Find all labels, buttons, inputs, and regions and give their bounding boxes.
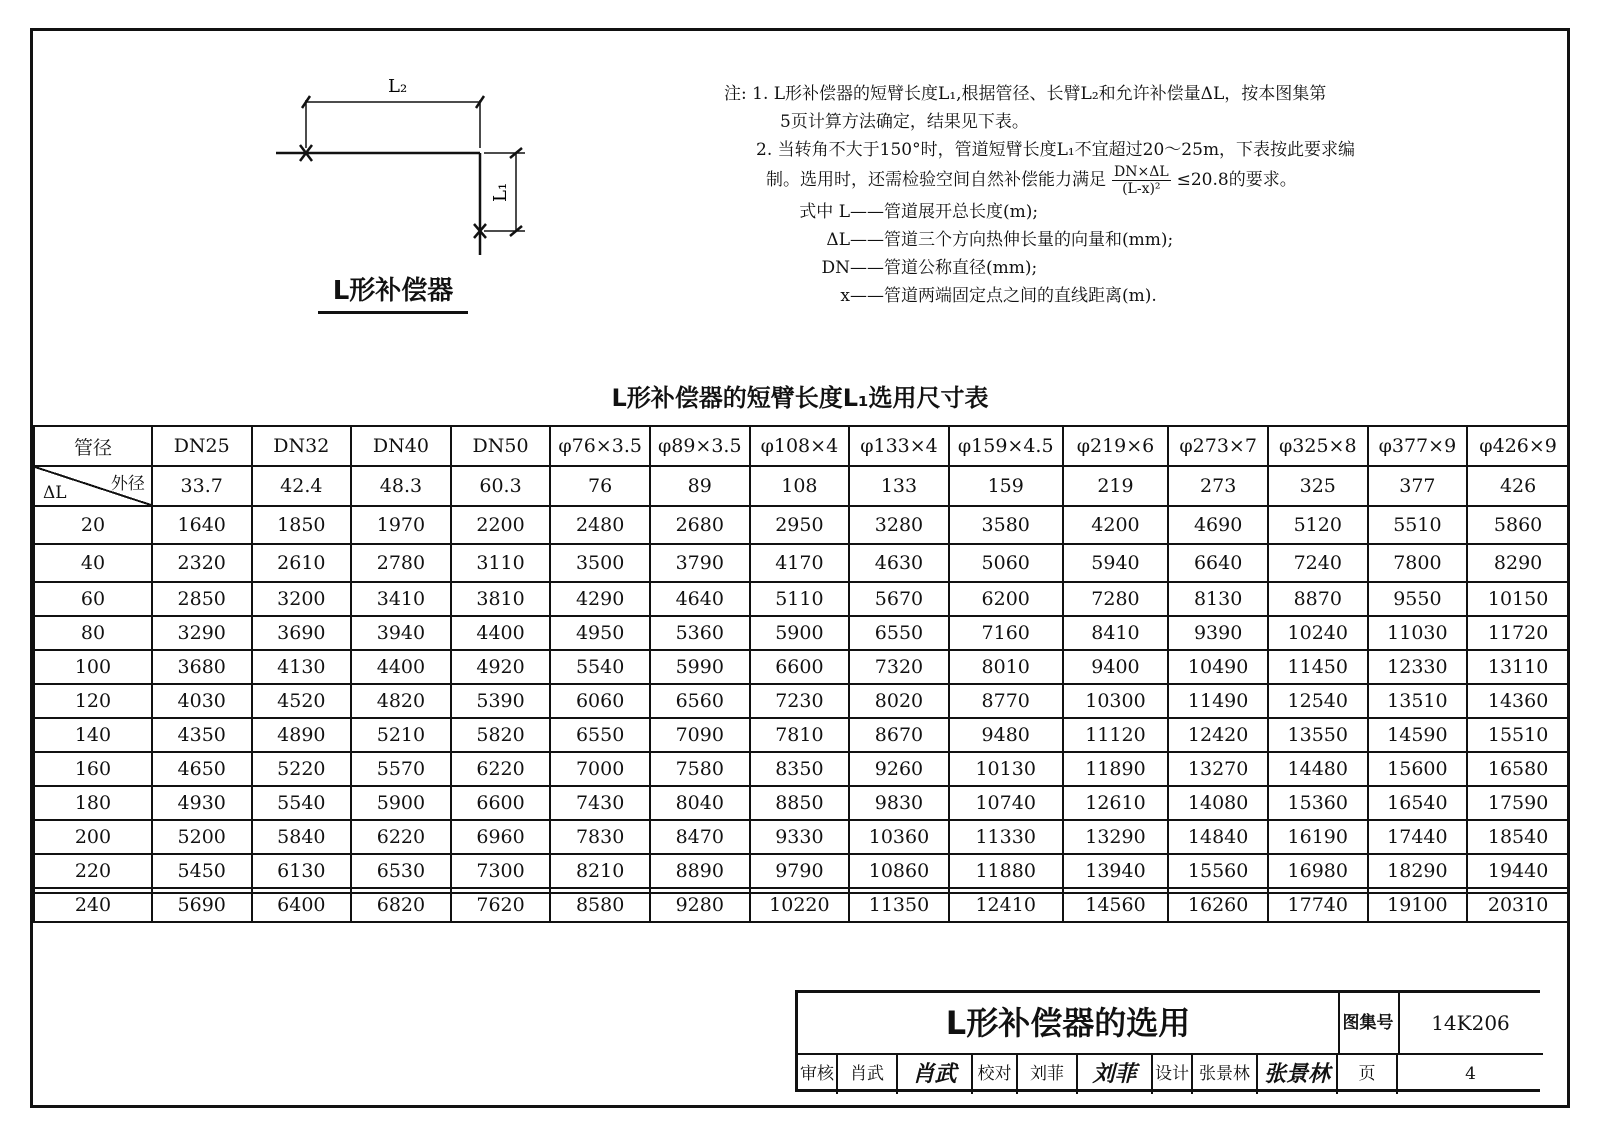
table-row — [34, 650, 1569, 684]
l1-value-cell: 5220 — [252, 752, 352, 786]
table-row — [34, 752, 1569, 786]
notes-prefix: 注: — [724, 84, 747, 104]
l1-value-cell: 4350 — [152, 718, 252, 752]
l1-value-cell: 5570 — [351, 752, 451, 786]
l1-value-cell: 8210 — [550, 854, 650, 888]
legend-symbol: ΔL — [826, 230, 850, 250]
header-outer-diameter: 426 — [1467, 466, 1569, 506]
l1-value-cell: 8410 — [1063, 616, 1169, 650]
l1-value-cell: 4400 — [451, 616, 551, 650]
delta-l-value: 160 — [34, 752, 152, 786]
l1-value-cell: 4130 — [252, 650, 352, 684]
l1-value-cell: 13550 — [1268, 718, 1368, 752]
l1-value-cell: 16580 — [1467, 752, 1569, 786]
l1-value-cell: 8890 — [650, 854, 750, 888]
l1-value-cell: 9550 — [1368, 582, 1468, 616]
reviewer-name: 肖武 — [838, 1055, 898, 1094]
l1-value-cell: 12330 — [1368, 650, 1468, 684]
l1-value-cell: 8580 — [550, 888, 650, 922]
l1-value-cell: 11490 — [1168, 684, 1268, 718]
l1-value-cell: 6550 — [550, 718, 650, 752]
formula-fraction — [1112, 164, 1171, 197]
header-outer-diameter: 76 — [550, 466, 650, 506]
legend-symbol: x — [840, 286, 850, 306]
l1-value-cell: 19440 — [1467, 854, 1569, 888]
l1-value-cell: 7300 — [451, 854, 551, 888]
l1-value-cell: 12410 — [949, 888, 1063, 922]
table-row — [34, 718, 1569, 752]
l1-value-cell: 5200 — [152, 820, 252, 854]
l1-value-cell: 4950 — [550, 616, 650, 650]
l1-value-cell: 7620 — [451, 888, 551, 922]
header-pipe-size: φ377×9 — [1368, 426, 1468, 466]
header-outer-diameter: 60.3 — [451, 466, 551, 506]
header-outer-diameter: 48.3 — [351, 466, 451, 506]
l1-value-cell: 4520 — [252, 684, 352, 718]
designer-name: 张景林 — [1193, 1055, 1258, 1094]
l1-value-cell: 11890 — [1063, 752, 1169, 786]
header-outer-diameter: 108 — [750, 466, 850, 506]
l1-value-cell: 9480 — [949, 718, 1063, 752]
l1-value-cell: 16980 — [1268, 854, 1368, 888]
l1-value-cell: 6640 — [1168, 544, 1268, 582]
l1-value-cell: 5860 — [1467, 506, 1569, 544]
l1-value-cell: 4290 — [550, 582, 650, 616]
l1-value-cell: 8850 — [750, 786, 850, 820]
header-pipe-size: DN25 — [152, 426, 252, 466]
table-row — [34, 616, 1569, 650]
review-label: 审核 — [798, 1055, 838, 1094]
l1-value-cell: 16260 — [1168, 888, 1268, 922]
l1-value-cell: 5690 — [152, 888, 252, 922]
note-line-4a: 制。选用时，还需检验空间自然补偿能力满足 — [766, 170, 1106, 190]
l1-value-cell: 4650 — [152, 752, 252, 786]
header-outer-diameter: 42.4 — [252, 466, 352, 506]
l1-value-cell: 5840 — [252, 820, 352, 854]
check-label: 校对 — [973, 1055, 1018, 1094]
l1-value-cell: 4630 — [849, 544, 949, 582]
l1-value-cell: 4690 — [1168, 506, 1268, 544]
l1-value-cell: 2780 — [351, 544, 451, 582]
header-outer-diameter: 33.7 — [152, 466, 252, 506]
l1-value-cell: 2950 — [750, 506, 850, 544]
l1-value-cell: 5670 — [849, 582, 949, 616]
l1-value-cell: 6130 — [252, 854, 352, 888]
l1-value-cell: 18290 — [1368, 854, 1468, 888]
design-label: 设计 — [1153, 1055, 1193, 1094]
l1-value-cell: 1850 — [252, 506, 352, 544]
l1-value-cell: 13290 — [1063, 820, 1169, 854]
l1-value-cell: 15360 — [1268, 786, 1368, 820]
drawing-title: L形补偿器的选用 — [798, 993, 1340, 1053]
l1-value-cell: 3810 — [451, 582, 551, 616]
header-pipe-size: DN50 — [451, 426, 551, 466]
l1-value-cell: 6530 — [351, 854, 451, 888]
l1-value-cell: 2850 — [152, 582, 252, 616]
delta-l-value: 140 — [34, 718, 152, 752]
l1-value-cell: 7280 — [1063, 582, 1169, 616]
l1-value-cell: 10150 — [1467, 582, 1569, 616]
l1-value-cell: 10490 — [1168, 650, 1268, 684]
l1-value-cell: 14590 — [1368, 718, 1468, 752]
l1-value-cell: 14480 — [1268, 752, 1368, 786]
delta-l-value: 200 — [34, 820, 152, 854]
l1-value-cell: 8290 — [1467, 544, 1569, 582]
l1-value-cell: 1640 — [152, 506, 252, 544]
l1-value-cell: 4200 — [1063, 506, 1169, 544]
l1-value-cell: 17440 — [1368, 820, 1468, 854]
signature-row — [798, 1053, 1543, 1094]
header-outer-diameter: 89 — [650, 466, 750, 506]
l1-value-cell: 7830 — [550, 820, 650, 854]
header-pipe-size: φ89×3.5 — [650, 426, 750, 466]
l1-value-cell: 16190 — [1268, 820, 1368, 854]
table-row — [34, 684, 1569, 718]
l1-value-cell: 6600 — [750, 650, 850, 684]
delta-l-value: 240 — [34, 888, 152, 922]
header-row-outer-diameter — [34, 466, 1569, 506]
l1-value-cell: 9830 — [849, 786, 949, 820]
l1-value-cell: 3110 — [451, 544, 551, 582]
page-label: 页 — [1338, 1055, 1398, 1094]
l1-value-cell: 19100 — [1368, 888, 1468, 922]
l1-label: L₁ — [490, 182, 511, 202]
l1-value-cell: 15510 — [1467, 718, 1569, 752]
legend-symbol: 式中 L — [799, 202, 850, 222]
l1-value-cell: 3280 — [849, 506, 949, 544]
l1-value-cell: 5450 — [152, 854, 252, 888]
l1-value-cell: 2320 — [152, 544, 252, 582]
designer-signature: 张景林 — [1258, 1055, 1338, 1094]
delta-l-value: 40 — [34, 544, 152, 582]
l1-value-cell: 5390 — [451, 684, 551, 718]
header-outer-diameter-label: 外径 — [110, 474, 145, 494]
l1-value-cell: 8020 — [849, 684, 949, 718]
l1-value-cell: 6400 — [252, 888, 352, 922]
header-outer-diameter: 159 — [949, 466, 1063, 506]
delta-l-value: 180 — [34, 786, 152, 820]
l1-value-cell: 3680 — [152, 650, 252, 684]
l1-value-cell: 9280 — [650, 888, 750, 922]
header-pipe-size: φ325×8 — [1268, 426, 1368, 466]
l1-value-cell: 6060 — [550, 684, 650, 718]
l1-value-cell: 13510 — [1368, 684, 1468, 718]
l1-value-cell: 8130 — [1168, 582, 1268, 616]
l2-label: L₂ — [388, 76, 408, 97]
header-pipe-size-label: 管径 — [34, 426, 152, 466]
l1-value-cell: 15600 — [1368, 752, 1468, 786]
l1-value-cell: 2610 — [252, 544, 352, 582]
l1-value-cell: 9330 — [750, 820, 850, 854]
l1-value-cell: 9790 — [750, 854, 850, 888]
l1-value-cell: 9390 — [1168, 616, 1268, 650]
note-line-2: 5页计算方法确定，结果见下表。 — [780, 112, 1029, 132]
atlas-label: 图集号 — [1338, 993, 1400, 1053]
l1-value-cell: 4400 — [351, 650, 451, 684]
l1-value-cell: 3290 — [152, 616, 252, 650]
l1-value-cell: 10240 — [1268, 616, 1368, 650]
formula-legend — [780, 198, 1173, 310]
l1-value-cell: 2480 — [550, 506, 650, 544]
header-outer-diameter: 377 — [1368, 466, 1468, 506]
l1-value-cell: 2200 — [451, 506, 551, 544]
l1-value-cell: 7320 — [849, 650, 949, 684]
l1-value-cell: 14840 — [1168, 820, 1268, 854]
l1-value-cell: 8670 — [849, 718, 949, 752]
l1-value-cell: 3690 — [252, 616, 352, 650]
header-outer-diameter: 325 — [1268, 466, 1368, 506]
l1-value-cell: 11720 — [1467, 616, 1569, 650]
size-selection-table — [33, 425, 1570, 923]
table-bottom-rule — [33, 892, 1570, 894]
delta-l-value: 80 — [34, 616, 152, 650]
l1-value-cell: 7090 — [650, 718, 750, 752]
l-compensator-diagram — [270, 60, 550, 290]
l1-value-cell: 10860 — [849, 854, 949, 888]
table-row — [34, 582, 1569, 616]
l1-value-cell: 4640 — [650, 582, 750, 616]
l1-value-cell: 3790 — [650, 544, 750, 582]
l1-value-cell: 8770 — [949, 684, 1063, 718]
l1-value-cell: 13940 — [1063, 854, 1169, 888]
legend-desc: ——管道展开总长度(m); — [850, 202, 1039, 222]
l1-value-cell: 3410 — [351, 582, 451, 616]
note-line-3: 2. 当转角不大于150°时，管道短臂长度L₁不宜超过20～25m，下表按此要求编 — [756, 140, 1356, 160]
l1-value-cell: 7580 — [650, 752, 750, 786]
l1-value-cell: 7000 — [550, 752, 650, 786]
l1-value-cell: 20310 — [1467, 888, 1569, 922]
l1-value-cell: 9400 — [1063, 650, 1169, 684]
note-line-1: 1. L形补偿器的短臂长度L₁,根据管径、长臂L₂和允许补偿量ΔL，按本图集第 — [752, 84, 1327, 104]
l1-value-cell: 4930 — [152, 786, 252, 820]
l1-value-cell: 5360 — [650, 616, 750, 650]
l1-value-cell: 6560 — [650, 684, 750, 718]
l1-value-cell: 15560 — [1168, 854, 1268, 888]
header-pipe-size: φ219×6 — [1063, 426, 1169, 466]
l1-value-cell: 12420 — [1168, 718, 1268, 752]
l1-value-cell: 13270 — [1168, 752, 1268, 786]
l1-value-cell: 14080 — [1168, 786, 1268, 820]
l1-value-cell: 10360 — [849, 820, 949, 854]
l1-value-cell: 11350 — [849, 888, 949, 922]
l1-value-cell: 11120 — [1063, 718, 1169, 752]
notes-block — [724, 80, 1444, 197]
l1-value-cell: 7810 — [750, 718, 850, 752]
l1-value-cell: 14560 — [1063, 888, 1169, 922]
header-outer-diameter: 273 — [1168, 466, 1268, 506]
header-pipe-size: φ426×9 — [1467, 426, 1569, 466]
checker-name: 刘菲 — [1018, 1055, 1078, 1094]
table-row — [34, 544, 1569, 582]
l1-value-cell: 5540 — [550, 650, 650, 684]
header-outer-diameter: 133 — [849, 466, 949, 506]
l1-value-cell: 6550 — [849, 616, 949, 650]
header-row-pipe-size — [34, 426, 1569, 466]
l1-value-cell: 11030 — [1368, 616, 1468, 650]
l1-value-cell: 11880 — [949, 854, 1063, 888]
l1-value-cell: 5060 — [949, 544, 1063, 582]
header-pipe-size: DN40 — [351, 426, 451, 466]
l1-value-cell: 7230 — [750, 684, 850, 718]
l1-value-cell: 9260 — [849, 752, 949, 786]
l1-value-cell: 4030 — [152, 684, 252, 718]
header-pipe-size: φ159×4.5 — [949, 426, 1063, 466]
l1-value-cell: 16540 — [1368, 786, 1468, 820]
l1-value-cell: 17590 — [1467, 786, 1569, 820]
l1-value-cell: 8350 — [750, 752, 850, 786]
l1-value-cell: 6600 — [451, 786, 551, 820]
l1-value-cell: 7240 — [1268, 544, 1368, 582]
l1-value-cell: 10740 — [949, 786, 1063, 820]
delta-l-value: 220 — [34, 854, 152, 888]
delta-l-value: 120 — [34, 684, 152, 718]
l1-value-cell: 1970 — [351, 506, 451, 544]
formula-denominator: (L-x)² — [1122, 181, 1161, 197]
l1-value-cell: 6220 — [351, 820, 451, 854]
l1-value-cell: 2680 — [650, 506, 750, 544]
l1-value-cell: 14360 — [1467, 684, 1569, 718]
l1-value-cell: 3500 — [550, 544, 650, 582]
l1-value-cell: 6960 — [451, 820, 551, 854]
l1-value-cell: 10220 — [750, 888, 850, 922]
l1-value-cell: 5900 — [351, 786, 451, 820]
l1-value-cell: 5940 — [1063, 544, 1169, 582]
l1-value-cell: 5900 — [750, 616, 850, 650]
legend-desc: ——管道公称直径(mm); — [850, 258, 1038, 278]
l1-value-cell: 5540 — [252, 786, 352, 820]
header-pipe-size: φ108×4 — [750, 426, 850, 466]
header-pipe-size: DN32 — [252, 426, 352, 466]
page-number: 4 — [1465, 1064, 1476, 1084]
l1-value-cell: 6220 — [451, 752, 551, 786]
l1-value-cell: 3200 — [252, 582, 352, 616]
l1-value-cell: 6200 — [949, 582, 1063, 616]
title-block — [795, 990, 1540, 1092]
l1-value-cell: 7430 — [550, 786, 650, 820]
reviewer-signature: 肖武 — [898, 1055, 973, 1094]
l1-value-cell: 5120 — [1268, 506, 1368, 544]
legend-desc: ——管道三个方向热伸长量的向量和(mm); — [850, 230, 1174, 250]
l1-value-cell: 18540 — [1467, 820, 1569, 854]
header-outer-diameter: 219 — [1063, 466, 1169, 506]
table-row — [34, 786, 1569, 820]
delta-l-value: 100 — [34, 650, 152, 684]
l1-value-cell: 10300 — [1063, 684, 1169, 718]
checker-signature: 刘菲 — [1078, 1055, 1153, 1094]
l1-value-cell: 6820 — [351, 888, 451, 922]
l1-value-cell: 4170 — [750, 544, 850, 582]
l1-value-cell: 8870 — [1268, 582, 1368, 616]
table-row — [34, 854, 1569, 888]
l1-value-cell: 8470 — [650, 820, 750, 854]
delta-l-value: 60 — [34, 582, 152, 616]
l1-value-cell: 17740 — [1268, 888, 1368, 922]
l1-value-cell: 4820 — [351, 684, 451, 718]
legend-desc: ——管道两端固定点之间的直线距离(m). — [850, 286, 1157, 306]
l1-value-cell: 3580 — [949, 506, 1063, 544]
header-pipe-size: φ133×4 — [849, 426, 949, 466]
l1-value-cell: 11450 — [1268, 650, 1368, 684]
l1-value-cell: 5110 — [750, 582, 850, 616]
atlas-number: 14K206 — [1431, 1011, 1510, 1035]
l1-value-cell: 12540 — [1268, 684, 1368, 718]
l1-value-cell: 3940 — [351, 616, 451, 650]
header-pipe-size: φ273×7 — [1168, 426, 1268, 466]
l1-value-cell: 5210 — [351, 718, 451, 752]
l1-value-cell: 8040 — [650, 786, 750, 820]
note-line-4b: ≤20.8的要求。 — [1176, 170, 1297, 190]
l1-value-cell: 12610 — [1063, 786, 1169, 820]
l1-value-cell: 5990 — [650, 650, 750, 684]
header-pipe-size: φ76×3.5 — [550, 426, 650, 466]
table-row — [34, 820, 1569, 854]
l1-value-cell: 5820 — [451, 718, 551, 752]
l1-value-cell: 7160 — [949, 616, 1063, 650]
table-title: L形补偿器的短臂长度L₁选用尺寸表 — [611, 384, 989, 412]
l1-value-cell: 5510 — [1368, 506, 1468, 544]
table-row — [34, 506, 1569, 544]
l1-value-cell: 13110 — [1467, 650, 1569, 684]
header-diagonal-cell — [34, 466, 152, 506]
l1-value-cell: 11330 — [949, 820, 1063, 854]
header-delta-l-label: ΔL — [43, 483, 67, 503]
legend-symbol: DN — [821, 258, 850, 278]
diagram-title: L形补偿器 — [318, 270, 468, 314]
l1-value-cell: 7800 — [1368, 544, 1468, 582]
l1-value-cell: 4890 — [252, 718, 352, 752]
l1-value-cell: 8010 — [949, 650, 1063, 684]
delta-l-value: 20 — [34, 506, 152, 544]
formula-numerator: DN×ΔL — [1114, 164, 1169, 180]
l1-value-cell: 4920 — [451, 650, 551, 684]
l1-value-cell: 10130 — [949, 752, 1063, 786]
